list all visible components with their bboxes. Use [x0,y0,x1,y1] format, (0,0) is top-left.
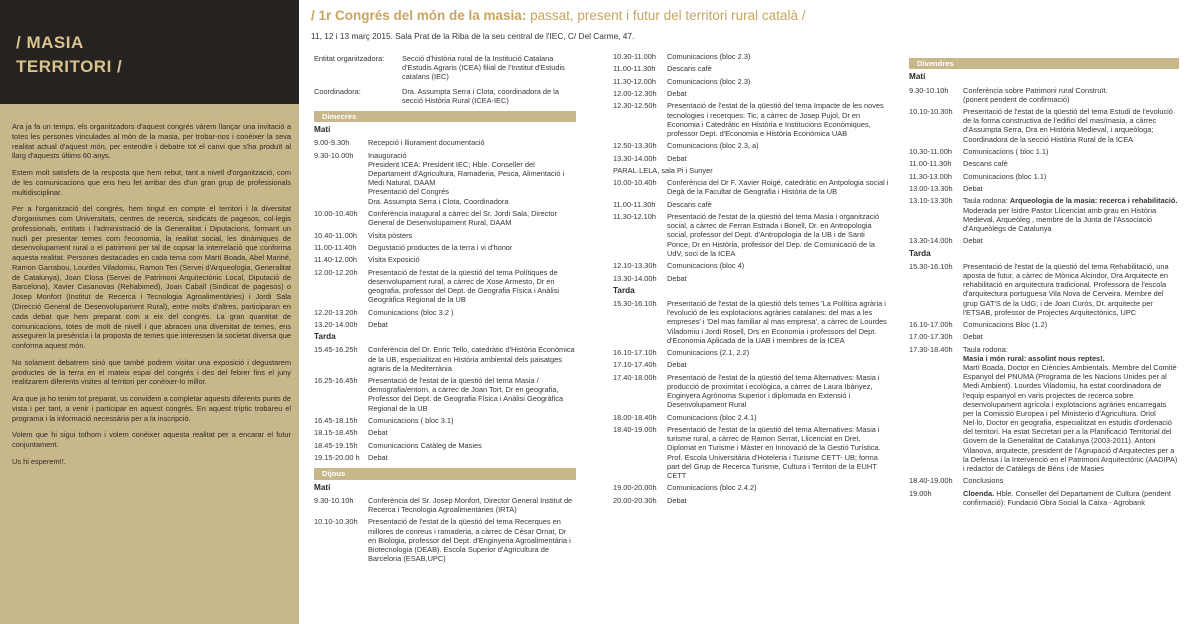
schedule-row [613,299,889,345]
schedule-time: 11.30-13.00h [909,171,953,181]
schedule-desc: Recepció i lliurament documentació [368,138,485,148]
intro-paragraph: Ara ja fa un temps, els organitzadors d'aquest congrés vàrem llançar una invitació a totes les persones vinculades al món de la masia, per trobar-nos i conèixer la seva realitat actual d'aquest món, per entendre i debatre tot el canvi que s'ha produït al llarg d'aquests últims 60 anys. [12,122,291,161]
schedule-time: 12.30-12.50h [613,101,657,111]
title-rest: passat, present i futur del territori rural català / [526,8,806,23]
schedule-row [613,89,889,98]
intro-paragraph: No solament debatrem sinó que també podrem visitar una exposició i degustarem productes de la terra en el mateix espai del congrés i des del febrer fins el juny realitzarem diferents visites al territori per conèixer-lo millor. [12,357,291,387]
schedule-time: 13.10-13.30h [909,196,953,206]
schedule-row [314,308,576,317]
day-header: Dijous [314,468,576,479]
schedule-time: 16.45-18.15h [314,415,358,425]
schedule-row [314,453,576,462]
schedule-row [909,107,1179,144]
schedule-desc: Descans cafè [667,64,712,74]
schedule-time: 10.10-10.30h [909,107,953,117]
schedule-time: 18.00-18.40h [613,412,657,422]
schedule-desc: Conferència del Sr. Josep Monfort, Director General Institut de Recerca i Tecnologia Agroalimentàries (IRTA) [368,495,573,514]
schedule-row [613,496,889,505]
schedule-time: 15.30-16.10h [909,261,953,271]
schedule-row [909,489,1179,507]
schedule-desc: Comunicacions (bloc 2.4.1) [667,412,757,422]
schedule-row [314,151,576,206]
schedule-time: 15.30-16.10h [613,299,657,309]
schedule-highlight: Cloenda. [963,488,995,498]
schedule-row [314,255,576,264]
organizer-row [314,54,576,82]
schedule-time: 11.00-11.30h [613,199,656,209]
schedule-time: 13.20-14.00h [314,319,358,329]
schedule-row [314,138,576,147]
schedule-time: 19.00-20.00h [613,483,657,493]
organizers [314,54,576,105]
schedule-desc: Comunicacions (bloc 1.1) [963,171,1047,181]
schedule-row [909,147,1179,156]
schedule-row [314,416,576,425]
schedule-time: 9.30-10.00h [314,150,354,160]
schedule-desc: Presentació de l'estat de la qüestió del tema Masia / demografia/entorn, a càrrec de Joan Tort, Dr en geografia, Professor del Dept. de Geografia Física i Anàlisi Geogràfica Regional de la UB [368,376,564,413]
schedule-row [909,86,1179,104]
schedule-row [613,77,889,86]
schedule-desc: Degustació productes de la terra i vi d'honor [368,242,513,252]
congress-title [311,8,1171,23]
schedule-row [613,274,889,283]
schedule-time: 9.30-10.10h [909,85,949,95]
parallel-session: PARAL·LELA, sala Pi i Sunyer [613,166,713,176]
schedule-row [314,428,576,437]
schedule-time: 13.30-14.00h [909,236,953,246]
schedule-desc: Presentació de l'estat de la qüestió del tema Alternatives: Masia i turisme rural, a càrrec de Ramon Serrat, Llicenciat en Dret, Diplomat en Turisme i Màster en Innovació de la Gestió Turística. Prof. Escola Universitària d'Hoteleria i Turisme CETT- UB; forma part del Grup de Recerca Turisme, Cultura i Territori de la EUHT CETT [667,425,881,480]
schedule-time: 15.45-16.25h [314,345,358,355]
schedule-time: 10.00-10.40h [613,178,657,188]
schedule-desc: Presentació de l'estat de la qüestió del tema Alternatives: Masia i producció de proximitat i ecològica, a càrrec de Laura Ibànyez, Enginyera Agrònoma Superior i diplomada en Extensió i Desenvolupament Rural [667,372,880,410]
schedule-row [909,476,1179,485]
schedule-row [909,236,1179,245]
schedule-time: 20.00-20.30h [613,495,657,505]
schedule-time: 12.00-12.30h [613,89,657,99]
title-band [0,0,299,104]
schedule-desc: Descans cafè [963,159,1008,169]
session-header: Tarda [314,332,336,342]
schedule-row [613,483,889,492]
session-header: Tarda [909,248,931,258]
schedule-time: 12.10-13.30h [613,261,657,271]
day-header: Dimecres [314,111,576,122]
schedule-desc: Visita Exposició [368,255,420,265]
session-header: Tarda [613,285,635,295]
schedule-time: 9.30-10.10h [314,495,354,505]
schedule-row [314,320,576,329]
schedule-desc: Conferència sobre Patrimoni rural Construït. (ponent pendent de confirmació) [963,85,1108,104]
schedule-desc: Comunicacions (bloc 2.3) [667,76,751,86]
schedule-row [909,320,1179,329]
schedule-row [314,376,576,413]
schedule-highlight: Masia i món rural: assolint nous reptes!. [963,353,1105,363]
schedule-desc: Presentació de l'estat de la qüestió del tema Estudi de l'evolució de la forma constructiva de l'edifici del mas/masia, a càrrec d'Assumpta Serra, Dra en Història Medieval, i arqueòloga; Coordinadora de la secció Història Rural de la ICEA [963,107,1173,144]
schedule-desc: Debat [667,273,687,283]
schedule-row [314,441,576,450]
schedule-time: 11.40-12.00h [314,255,358,265]
schedule-desc: Comunicacions (bloc 2.4.2) [667,483,757,493]
schedule-row [613,425,889,480]
intro-panel [0,0,299,624]
schedule-desc: Presentació de l'estat de la qüestió del tema Recerques en millores de conreus i ramaderia, a càrrec de Cèsar Ornat, Dr en Biologia, professor del Dept. d'Enginyeria Agroalimentària i Biotecnologia (DEAB). Escola Superior d'Agricultura de Barcelona (ESAB,UPC) [368,517,571,564]
schedule-desc: Debat [963,236,983,246]
schedule-desc: Comunicacions Catàleg de Masies [368,440,482,450]
schedule-desc: Descans cafè [667,199,712,209]
schedule-desc: Comunicacions ( bloc 1.1) [963,146,1049,156]
schedule-desc: Presentació de l'estat de la qüestió del tema Masia i organització social, a càrrec de Ferran Estrada i Bonell, Dr. en Antropologia social, professor del Dept. d'Antropologia de la UB i de Santi Ponce, Dr en Història, professor del Dep. de Comunicació de la UdV, soci de la ICEA [667,212,880,258]
schedule-desc: Presentació de l'estat de la qüestió del tema Polítiques de desenvolupament rural, a càrrec de Xose Armesto, Dr en geografia, professor del Dept. de Geografia Física i Anàlisi Geogràfica Regional de la UB [368,267,560,305]
panel-title-line1: / MASIA [16,33,84,52]
schedule-time: 11.30-12.00h [613,76,657,86]
schedule-time: 13.30-14.00h [613,153,657,163]
schedule-row [909,172,1179,181]
session-header: Matí [314,125,331,135]
schedule-row [314,209,576,227]
schedule-row [613,141,889,150]
schedule-desc: Presentació de l'estat de la qüestió del tema Rehabilitació, una aposta de futur, a càrrec de Mònica Alcindor, Dra Arquitecte en rehabilitació en arquitectura tradicional. Professora de l'escola d'arquitectura portuguesa Vila Nova de Cerveira. Membre del grup GAT'S de la UdG; i de Joan Curós, Dr. arquitecte per l'ETSAB, professor de Projectes Arquitectònics, UPC [963,261,1169,317]
schedule-desc: Debat [368,453,388,463]
session-header: Matí [314,482,331,492]
schedule-row [613,52,889,61]
schedule-time: 10.30-11.00h [909,146,953,156]
schedule-desc: Debat [963,332,983,342]
schedule-row [613,413,889,422]
schedule-time: 10.00-10.40h [314,209,358,219]
schedule-time: 16.25-16.45h [314,376,358,386]
organizer-label: Entitat organitzadora: [314,54,385,63]
schedule-desc: Debat [368,428,388,438]
schedule-time: 17.30-18.40h [909,344,953,354]
schedule-desc: Comunicacions ( bloc 3.1) [368,415,454,425]
schedule-desc: Conclusions [963,476,1004,486]
schedule-row [314,268,576,305]
schedule-desc: Presentació de l'estat de la qüestió del tema Impacte de les noves tecnologies i recerques: Tic, a càrrec de Josep Pujol, Dr en Economia i Catedràtic en Història e Institucions Econòmiques, professor Dept. d'Economia e Història Econòmica UAB [667,101,884,138]
schedule-desc: Debat [667,360,687,370]
schedule-time: 10.10-10.30h [314,517,358,527]
schedule-row [909,196,1179,233]
schedule-time: 17.10-17.40h [613,360,657,370]
schedule-row [909,262,1179,317]
schedule-highlight: Arqueologia de la masia: recerca i rehabilitació. [1009,196,1178,206]
schedule-row [909,184,1179,193]
schedule-time: 17.00-17.30h [909,332,953,342]
schedule-desc: Debat [667,153,687,163]
schedule-desc: Conferència del Dr F. Xavier Roigé, catedràtic en Antpologia social i Degà de la Facultat de Geografia i Història de la UB [667,178,889,197]
schedule-time: 9.00-9.30h [314,138,350,148]
schedule-row [613,154,889,163]
schedule-time: 18.40-19.00h [909,476,953,486]
intro-paragraph: Estem molt satisfets de la resposta que hem rebut, tant a nivell d'organització, com de les comunicacions que ens heu fet arribar des d'un gran grup de professionals multidisciplinar. [12,168,291,197]
schedule-row [613,261,889,270]
schedule-row [613,64,889,73]
organizer-label: Coordinadora: [314,86,361,96]
schedule-row [314,231,576,240]
schedule-time: 10.40-11.00h [314,230,358,240]
schedule-desc: Visita pòsters [368,230,413,240]
schedule-time: 18.15-18.45h [314,428,358,438]
program-column-3 [909,52,1179,510]
schedule-desc: Debat [667,89,687,99]
schedule-row [909,345,1179,473]
schedule-desc: Debat [963,184,983,194]
schedule-desc: Debat [667,495,687,505]
session-header: Matí [909,72,926,82]
intro-paragraph: Volem que hi sigui tothom i volem conèixer aquesta realitat per a encarar el futur conjuntament. [12,430,291,450]
schedule-time: 11.00-11.30h [909,159,952,169]
schedule-time: 12.00-12.20h [314,267,358,277]
organizer-text: Secció d'història rural de la Institució Catalana d'Estudis Agraris (ICEA) filial de l'Institut d'Estudis catalans (IEC) [402,54,565,82]
day-header: Divendres [909,58,1179,69]
panel-title-line2: TERRITORI / [16,57,123,76]
schedule-time: 10.30-11.00h [613,52,657,61]
schedule-desc: Taula rodona: Arqueologia de la masia: recerca i rehabilitació. Moderada per Isidre Pastor Llicenciat amb grau en Història Medieval, Arqueòleg , membre de la Junta de l'Associació d'Arqueòlegs de Catalunya [963,196,1178,233]
schedule-time: 19.00h [909,488,932,498]
schedule-time: 18.40-19.00h [613,425,657,435]
schedule-row [613,212,889,258]
schedule-desc: Debat [368,319,388,329]
intro-paragraph: Ara que ja ho tenim tot preparat, us convidem a completar aquests diferents punts de vista i per tant, a venir i participar en aquest congrés. En aquest tríptic trobareu el programa i la informació necessària per a la inscripció. [12,394,291,423]
schedule-desc: Comunicacions (bloc 4) [667,261,745,271]
schedule-desc: Inauguració President ICEA: President IEC; Hble. Conseller del Departament d'Agricultura, Ramaderia, Pesca, Alimentació i Medi Natural, DAAM Presentació del Congrés Dra. Assumpta Serra i Clota, Coordinadora [368,150,565,206]
program-column-2 [613,52,889,508]
schedule-time: 16.10-17.00h [909,320,953,330]
congress-subtitle: 11, 12 i 13 març 2015. Sala Prat de la Riba de la seu central de l'IEC, C/ Del Carme, 47. [311,31,635,41]
schedule-row [909,332,1179,341]
schedule-desc: Cloenda. Hble. Conseller del Departament de Cultura (pendent confirmació): Fundació Obra Social la Caixa - Agrobank [963,488,1171,507]
schedule-row [613,101,889,138]
schedule-desc: Comunicacions (2.1, 2.2) [667,348,750,358]
schedule-time: 11.30-12.10h [613,212,657,222]
schedule-time: 12.20-13.20h [314,307,358,317]
schedule-desc: Taula rodona: Masia i món rural: assolint nous reptes!. Martí Boada, Doctor en Ciències Ambientals. Membre del Comitè Espanyol del PNUMA (Programa de les Nacions Unides per al Medi Ambient). Lourdes Viladomiu, ha estat coordinadora de l'equip espanyol en varis projectes de recerca sobre desenvolupament agrícola i explotacions agràries encarregats per la Comissió Europea i pel Ministerio d'Agricultura. Oriol Nel·lo, Doctor en geografia, especialitzat en estudis d'ordenació del territori. Ha estat Secretari per a la Planificació Territorial del Govern de la Generalitat de Catalunya (2003-2011). Antoni Vilanova, arquitecte, president de l'Agrupació d'Arquitectes per a la Defensa i la Intervenció en el Patrimoni Arquitectònic (AADIPA) i redactor de Catàlegs de Béns i de Masies [963,344,1178,473]
intro-paragraph: Per a l'organització del congrés, hem tingut en compte el territori i la diversitat d'organismes com Universitats, centres de recerca, sindicats de pagesos, col·legis professionals, entitats i l'administració de la Generalitat i Diputacions, formant un nucli per presentar temes com l'economia, la realitat social, les dinàmiques de desenvolupament rural o el patrimoni per tal de copsar la interrelació que conforma aquesta realitat. Persones destacades en cada tema com Martí Boada, Abel Mariné, Ramon Garrabou, Lourdes Viladomiu, Ramon Ten (Servei d'Arqueologia, Generalitat de Catalunya), Joan Closa (Servei de Patrimoni Arquitectònic Local, Diputació de Barcelona), Xavier Casanovas (Rehabimed), Joan Caball (Sindicat de pagesos) o Josep Monfort (Institut de Recerca i Tecnologia Agroalimentàries) i Jordi Sala (Direcció General de Desenvolupament Rural), entre molts d'altres, participaran en cada debat que hem preparat com a eix del congrés. La gran quantitat de comunicacions, totes de molt de nivell i que abracen una diversitat de temes, ens asseguren la presència i la proposta de temes que interessen la societat diversa que conforma aquest món. [12,204,291,351]
schedule-row [314,517,576,563]
organizer-text: Dra. Assumpta Serra i Clota, coordinadora de la secció Història Rural (ICEA-IEC) [402,86,559,105]
schedule-time: 12.50-13.30h [613,141,657,151]
schedule-row [613,360,889,369]
schedule-desc: Comunicacions Bloc (1.2) [963,320,1048,330]
schedule-row [314,345,576,373]
schedule-time: 17.40-18.00h [613,372,657,382]
schedule-row [613,348,889,357]
schedule-time: 11.00-11.40h [314,242,357,252]
schedule-time: 13.00-13.30h [909,184,953,194]
schedule-time: 11.00-11.30h [613,64,656,74]
program-column-1 [314,54,576,566]
schedule-time: 13.30-14.00h [613,273,657,283]
schedule-desc: Comunicacions (bloc 2.3, a) [667,141,759,151]
schedule-desc: Conferència del Dr. Enric Tello, catedràtic d'Història Econòmica de la UB, especialitzat en Història ambiental dels paisatges agraris de la Mediterrània [368,345,575,373]
schedule-row [613,373,889,410]
schedule-time: 16.10-17.10h [613,348,657,358]
schedule-row [314,496,576,514]
schedule-row [613,200,889,209]
schedule-desc: Comunicacions (bloc 2.3) [667,52,751,61]
schedule-desc: Presentació de l'estat de la qüestió dels temes 'La Política agrària i l'evolució de les explotacions agràries catalanes: del mas a les empreses' i 'Del mas familiar al mas empresa', a càrrec de Lourdes Viladomiu i Jordi Rosell, Drs en Economia i professors del Dept. d'Economia Aplicada de la UAB i membres de la ICEA [667,299,887,345]
schedule-desc: Conferència inaugural a càrrec del Sr. Jordi Sala, Director General de Desenvolupament Rural, DAAM [368,209,557,228]
title-bold: / 1r Congrés del món de la masia: [311,8,527,23]
intro-paragraph: Us hi esperem!!. [12,456,66,466]
schedule-row [314,243,576,252]
intro-text [12,122,291,474]
schedule-row [909,159,1179,168]
schedule-desc: Comunicacions (bloc 3.2 ) [368,307,454,317]
organizer-row [314,87,576,105]
schedule-row [613,178,889,196]
schedule-time: 19.15-20.00 h [314,453,360,463]
schedule-time: 18.45-19.15h [314,440,358,450]
program-list [314,111,576,563]
